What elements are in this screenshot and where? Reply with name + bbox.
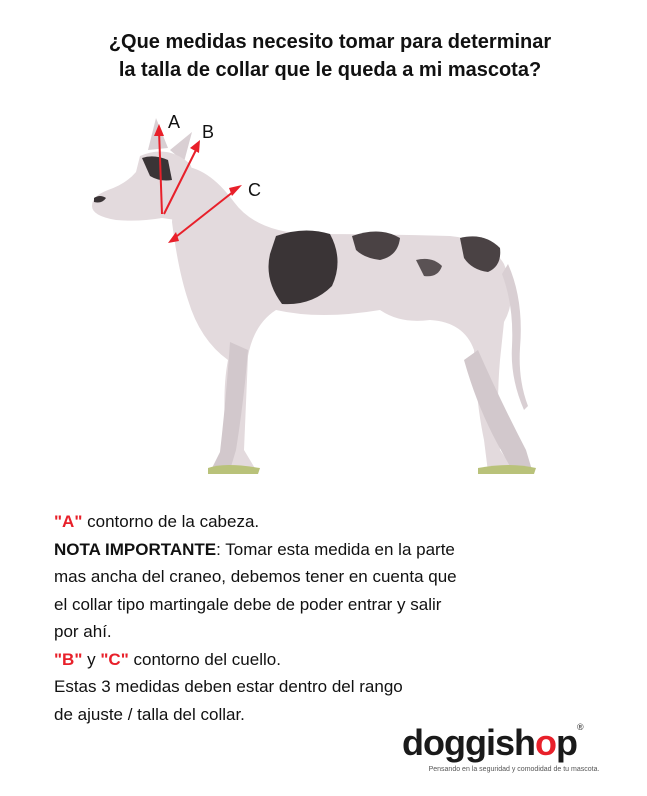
dog-silhouette <box>92 118 536 474</box>
page-title <box>60 28 600 84</box>
note-bc-text: contorno del cuello. <box>128 649 281 669</box>
label-b-text: "B" <box>54 649 83 669</box>
label-a-text: "A" <box>54 512 83 531</box>
label-c: C <box>248 180 261 200</box>
note-a-text: contorno de la cabeza. <box>82 512 260 531</box>
nota-text-1: : Tomar esta medida en la parte <box>216 539 455 559</box>
title-line-2: la talla de collar que le queda a mi mascota? <box>118 59 542 81</box>
dog-head-icon: o <box>534 722 556 763</box>
logo-word-end: p <box>555 722 577 763</box>
label-c-text: "C" <box>100 649 129 669</box>
nota-line-3: el collar tipo martingale debe de poder entrar y salir <box>54 594 442 614</box>
doggishop-logo <box>398 722 630 782</box>
logo-wordmark <box>402 722 583 764</box>
range-line-2: de ajuste / talla del collar. <box>54 704 245 724</box>
connector-y: y <box>82 649 101 669</box>
note-a-line <box>54 508 574 536</box>
label-b: B <box>202 122 215 142</box>
note-bc-line <box>54 646 574 674</box>
logo-tagline: Pensando en la seguridad y comodidad de tu mascota. <box>428 766 600 773</box>
nota-line-1 <box>54 536 574 564</box>
range-line-1: Estas 3 medidas deben estar dentro del rango <box>54 677 403 696</box>
dog-measurement-illustration <box>80 110 560 490</box>
nota-line-4: por ahí. <box>54 622 112 641</box>
nota-importante-label: NOTA IMPORTANTE <box>54 539 217 559</box>
registered-mark: ® <box>576 722 583 732</box>
label-a: A <box>168 112 181 132</box>
instructions <box>54 508 574 728</box>
title-line-1: ¿Que medidas necesito tomar para determinar <box>108 31 552 53</box>
nota-line-2: mas ancha del craneo, debemos tener en cuenta que <box>54 567 457 586</box>
logo-word-start: doggish <box>402 722 535 763</box>
